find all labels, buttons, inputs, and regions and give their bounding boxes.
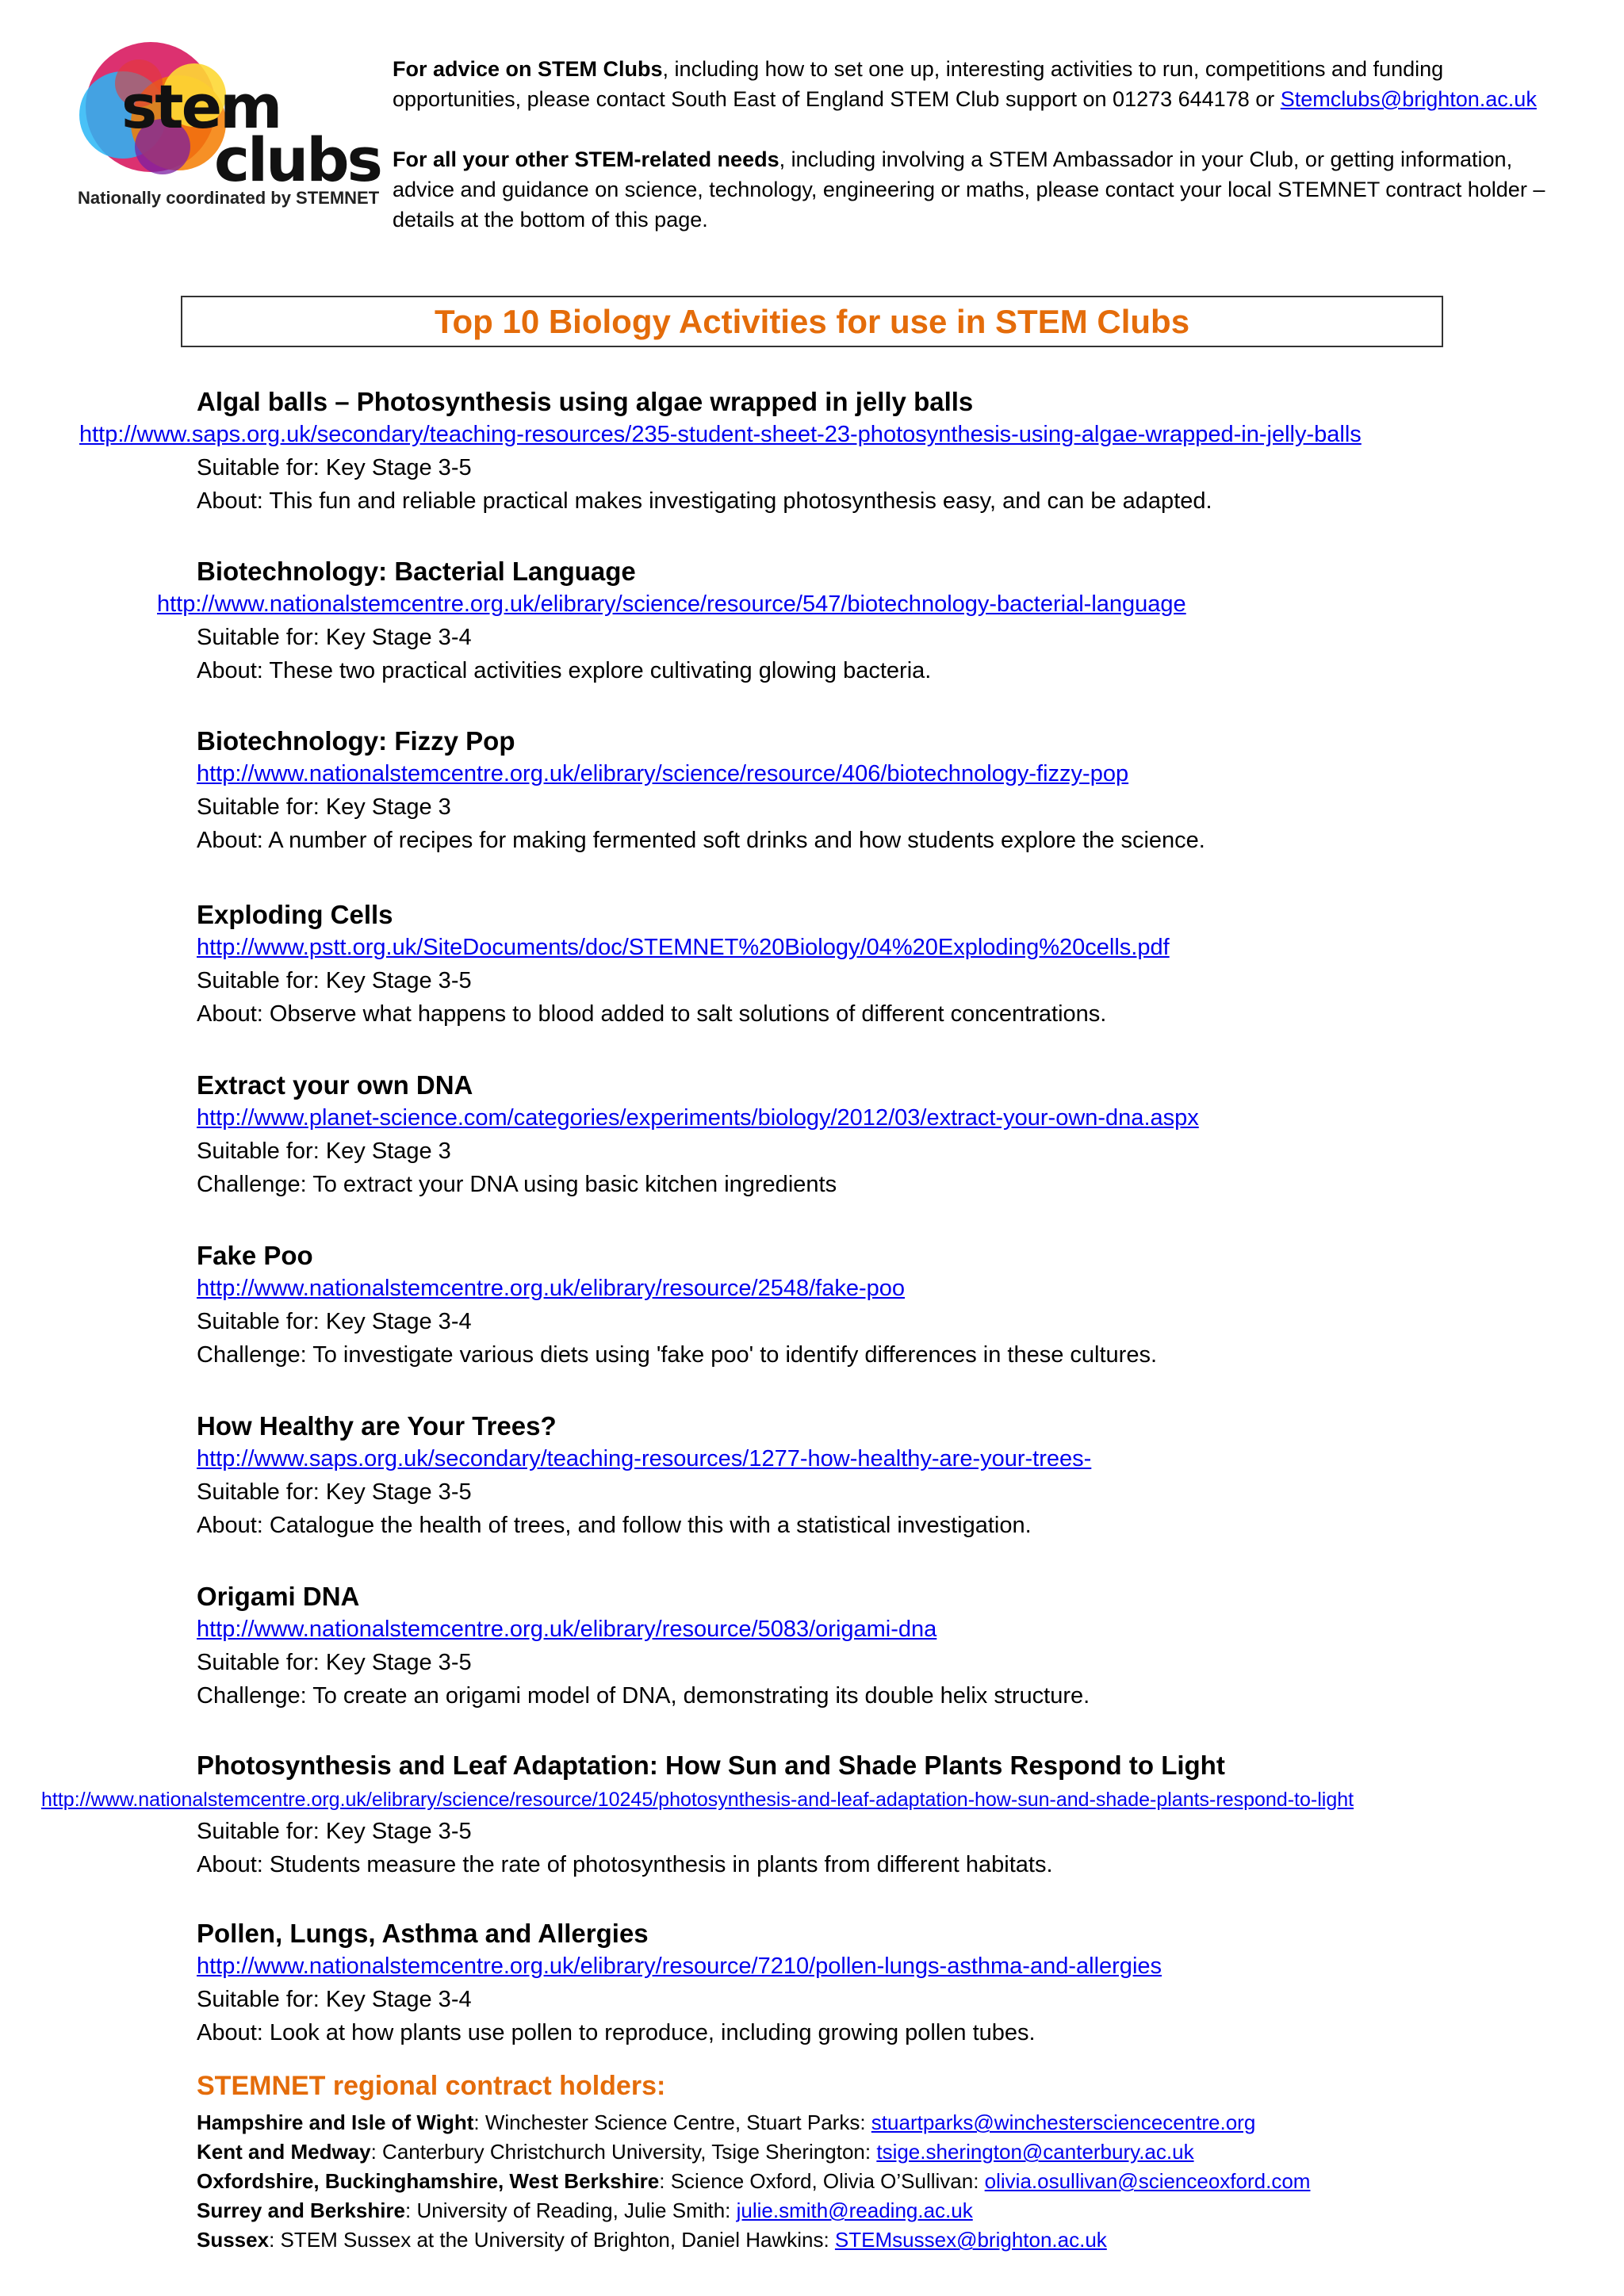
contact-detail: : Winchester Science Centre, Stuart Parks: (473, 2110, 871, 2134)
page-title: Top 10 Biology Activities for use in STEM Clubs (434, 302, 1190, 340)
contact-line (197, 2167, 1310, 2196)
activity-suitable: Suitable for: Key Stage 3-5 (197, 1479, 472, 1505)
activity-title: Fake Poo (197, 1241, 313, 1270)
activity-link[interactable]: http://www.saps.org.uk/secondary/teaching-resources/1277-how-healthy-are-your-trees- (197, 1446, 1092, 1471)
activity-suitable: Suitable for: Key Stage 3-5 (197, 968, 472, 993)
activity-suitable: Suitable for: Key Stage 3-5 (197, 1819, 472, 1844)
activity-about: About: Catalogue the health of trees, and follow this with a statistical investigation. (197, 1513, 1032, 1538)
activity-about: Challenge: To create an origami model of DNA, demonstrating its double helix structure. (197, 1683, 1090, 1709)
activity-title: How Healthy are Your Trees? (197, 1411, 557, 1441)
activity-about: About: A number of recipes for making fermented soft drinks and how students explore the science. (197, 828, 1205, 853)
activity-about: About: Students measure the rate of photosynthesis in plants from different habitats. (197, 1852, 1053, 1877)
activity-title: Photosynthesis and Leaf Adaptation: How Sun and Shade Plants Respond to Light (197, 1751, 1225, 1780)
page-title-box (181, 296, 1443, 347)
activity-link[interactable]: http://www.nationalstemcentre.org.uk/elibrary/resource/5083/origami-dna (197, 1617, 937, 1642)
contact-detail: : Canterbury Christchurch University, Tsige Sherington: (370, 2140, 877, 2164)
contact-line (197, 2225, 1310, 2255)
header-paragraph-stem (393, 144, 1574, 235)
logo-word-stem: stem (121, 71, 281, 142)
contact-detail: : University of Reading, Julie Smith: (405, 2198, 737, 2222)
activity-link[interactable]: http://www.nationalstemcentre.org.uk/elibrary/science/resource/10245/photosynthesis-and-leaf-adaptation-how-sun-and-shade-plants-respond-to-light (41, 1789, 1354, 1811)
activity-link[interactable]: http://www.nationalstemcentre.org.uk/elibrary/science/resource/547/biotechnology-bacterial-language (157, 591, 1186, 617)
stemclubs-email-link[interactable]: Stemclubs@brighton.ac.uk (1280, 87, 1537, 111)
activity-link[interactable]: http://www.nationalstemcentre.org.uk/elibrary/resource/7210/pollen-lungs-asthma-and-allergies (197, 1954, 1162, 1979)
contact-line (197, 2108, 1310, 2137)
activity-suitable: Suitable for: Key Stage 3-4 (197, 1309, 472, 1334)
activity-suitable: Suitable for: Key Stage 3 (197, 794, 451, 820)
activity-link[interactable]: http://www.pstt.org.uk/SiteDocuments/doc/STEMNET%20Biology/04%20Exploding%20cells.pdf (197, 935, 1170, 960)
contact-email-link[interactable]: julie.smith@reading.ac.uk (736, 2198, 973, 2222)
activity-title: Origami DNA (197, 1582, 360, 1611)
contact-region: Kent and Medway (197, 2140, 371, 2164)
contract-holders-heading: STEMNET regional contract holders: (197, 2071, 666, 2101)
activity-title: Extract your own DNA (197, 1070, 473, 1100)
activity-about: About: Observe what happens to blood added to salt solutions of different concentrations. (197, 1001, 1107, 1027)
header-p2-text: , including involving a STEM Ambassador in your Club, or getting information, advice and guidance on science, technology, engineering or maths, please contact your local STEMNET contract holder – details at the bottom of this page. (393, 147, 1545, 232)
contact-email-link[interactable]: tsige.sherington@canterbury.ac.uk (876, 2140, 1194, 2164)
contact-line (197, 2137, 1310, 2167)
contact-email-link[interactable]: olivia.osullivan@scienceoxford.com (984, 2169, 1311, 2193)
activity-suitable: Suitable for: Key Stage 3-4 (197, 625, 472, 650)
logo-tagline: Nationally coordinated by STEMNET (78, 188, 380, 208)
activity-about: About: This fun and reliable practical makes investigating photosynthesis easy, and can be adapted. (197, 488, 1212, 514)
activity-title: Biotechnology: Bacterial Language (197, 557, 636, 586)
activity-suitable: Suitable for: Key Stage 3-5 (197, 1650, 472, 1675)
activity-link[interactable]: http://www.nationalstemcentre.org.uk/elibrary/science/resource/406/biotechnology-fizzy-pop (197, 761, 1129, 786)
activity-link[interactable]: http://www.saps.org.uk/secondary/teaching-resources/235-student-sheet-23-photosynthesis-using-algae-wrapped-in-jelly-balls (79, 422, 1362, 447)
header-p1-bold: For advice on STEM Clubs (393, 57, 663, 81)
contact-line (197, 2196, 1310, 2225)
activity-suitable: Suitable for: Key Stage 3-4 (197, 1987, 472, 2012)
contact-region: Surrey and Berkshire (197, 2198, 406, 2222)
activity-title: Exploding Cells (197, 900, 393, 929)
contact-region: Sussex (197, 2228, 270, 2252)
header-p2-bold: For all your other STEM-related needs (393, 147, 779, 171)
contact-region: Oxfordshire, Buckinghamshire, West Berkshire (197, 2169, 660, 2193)
activity-suitable: Suitable for: Key Stage 3 (197, 1138, 451, 1164)
activity-about: Challenge: To extract your DNA using basic kitchen ingredients (197, 1172, 837, 1197)
contact-region: Hampshire and Isle of Wight (197, 2110, 474, 2134)
contact-detail: : STEM Sussex at the University of Brighton, Daniel Hawkins: (269, 2228, 835, 2252)
activity-title: Biotechnology: Fizzy Pop (197, 726, 515, 756)
activity-title: Pollen, Lungs, Asthma and Allergies (197, 1919, 649, 1948)
logo-word-clubs: clubs (214, 124, 381, 195)
activity-about: Challenge: To investigate various diets using 'fake poo' to identify differences in these cultures. (197, 1342, 1158, 1368)
activity-about: About: Look at how plants use pollen to reproduce, including growing pollen tubes. (197, 2020, 1036, 2045)
activity-link[interactable]: http://www.planet-science.com/categories/experiments/biology/2012/03/extract-your-own-dna.aspx (197, 1105, 1199, 1131)
contract-holders (197, 2071, 1310, 2255)
activity-link[interactable]: http://www.nationalstemcentre.org.uk/elibrary/resource/2548/fake-poo (197, 1276, 906, 1301)
header-paragraph-clubs (393, 54, 1574, 114)
contact-detail: : Science Oxford, Olivia O’Sullivan: (659, 2169, 985, 2193)
activity-about: About: These two practical activities explore cultivating glowing bacteria. (197, 658, 932, 683)
activity-suitable: Suitable for: Key Stage 3-5 (197, 455, 472, 480)
contact-email-link[interactable]: stuartparks@winchestersciencecentre.org (871, 2110, 1256, 2134)
contact-email-link[interactable]: STEMsussex@brighton.ac.uk (834, 2228, 1107, 2252)
activity-title: Algal balls – Photosynthesis using algae wrapped in jelly balls (197, 387, 974, 416)
header-info (393, 54, 1574, 265)
header-p1-text: , including how to set one up, interesting activities to run, competitions and funding opportunities, please contact South East of England STEM Club support on 01273 644178 or (393, 57, 1444, 111)
stem-clubs-logo (75, 36, 385, 218)
